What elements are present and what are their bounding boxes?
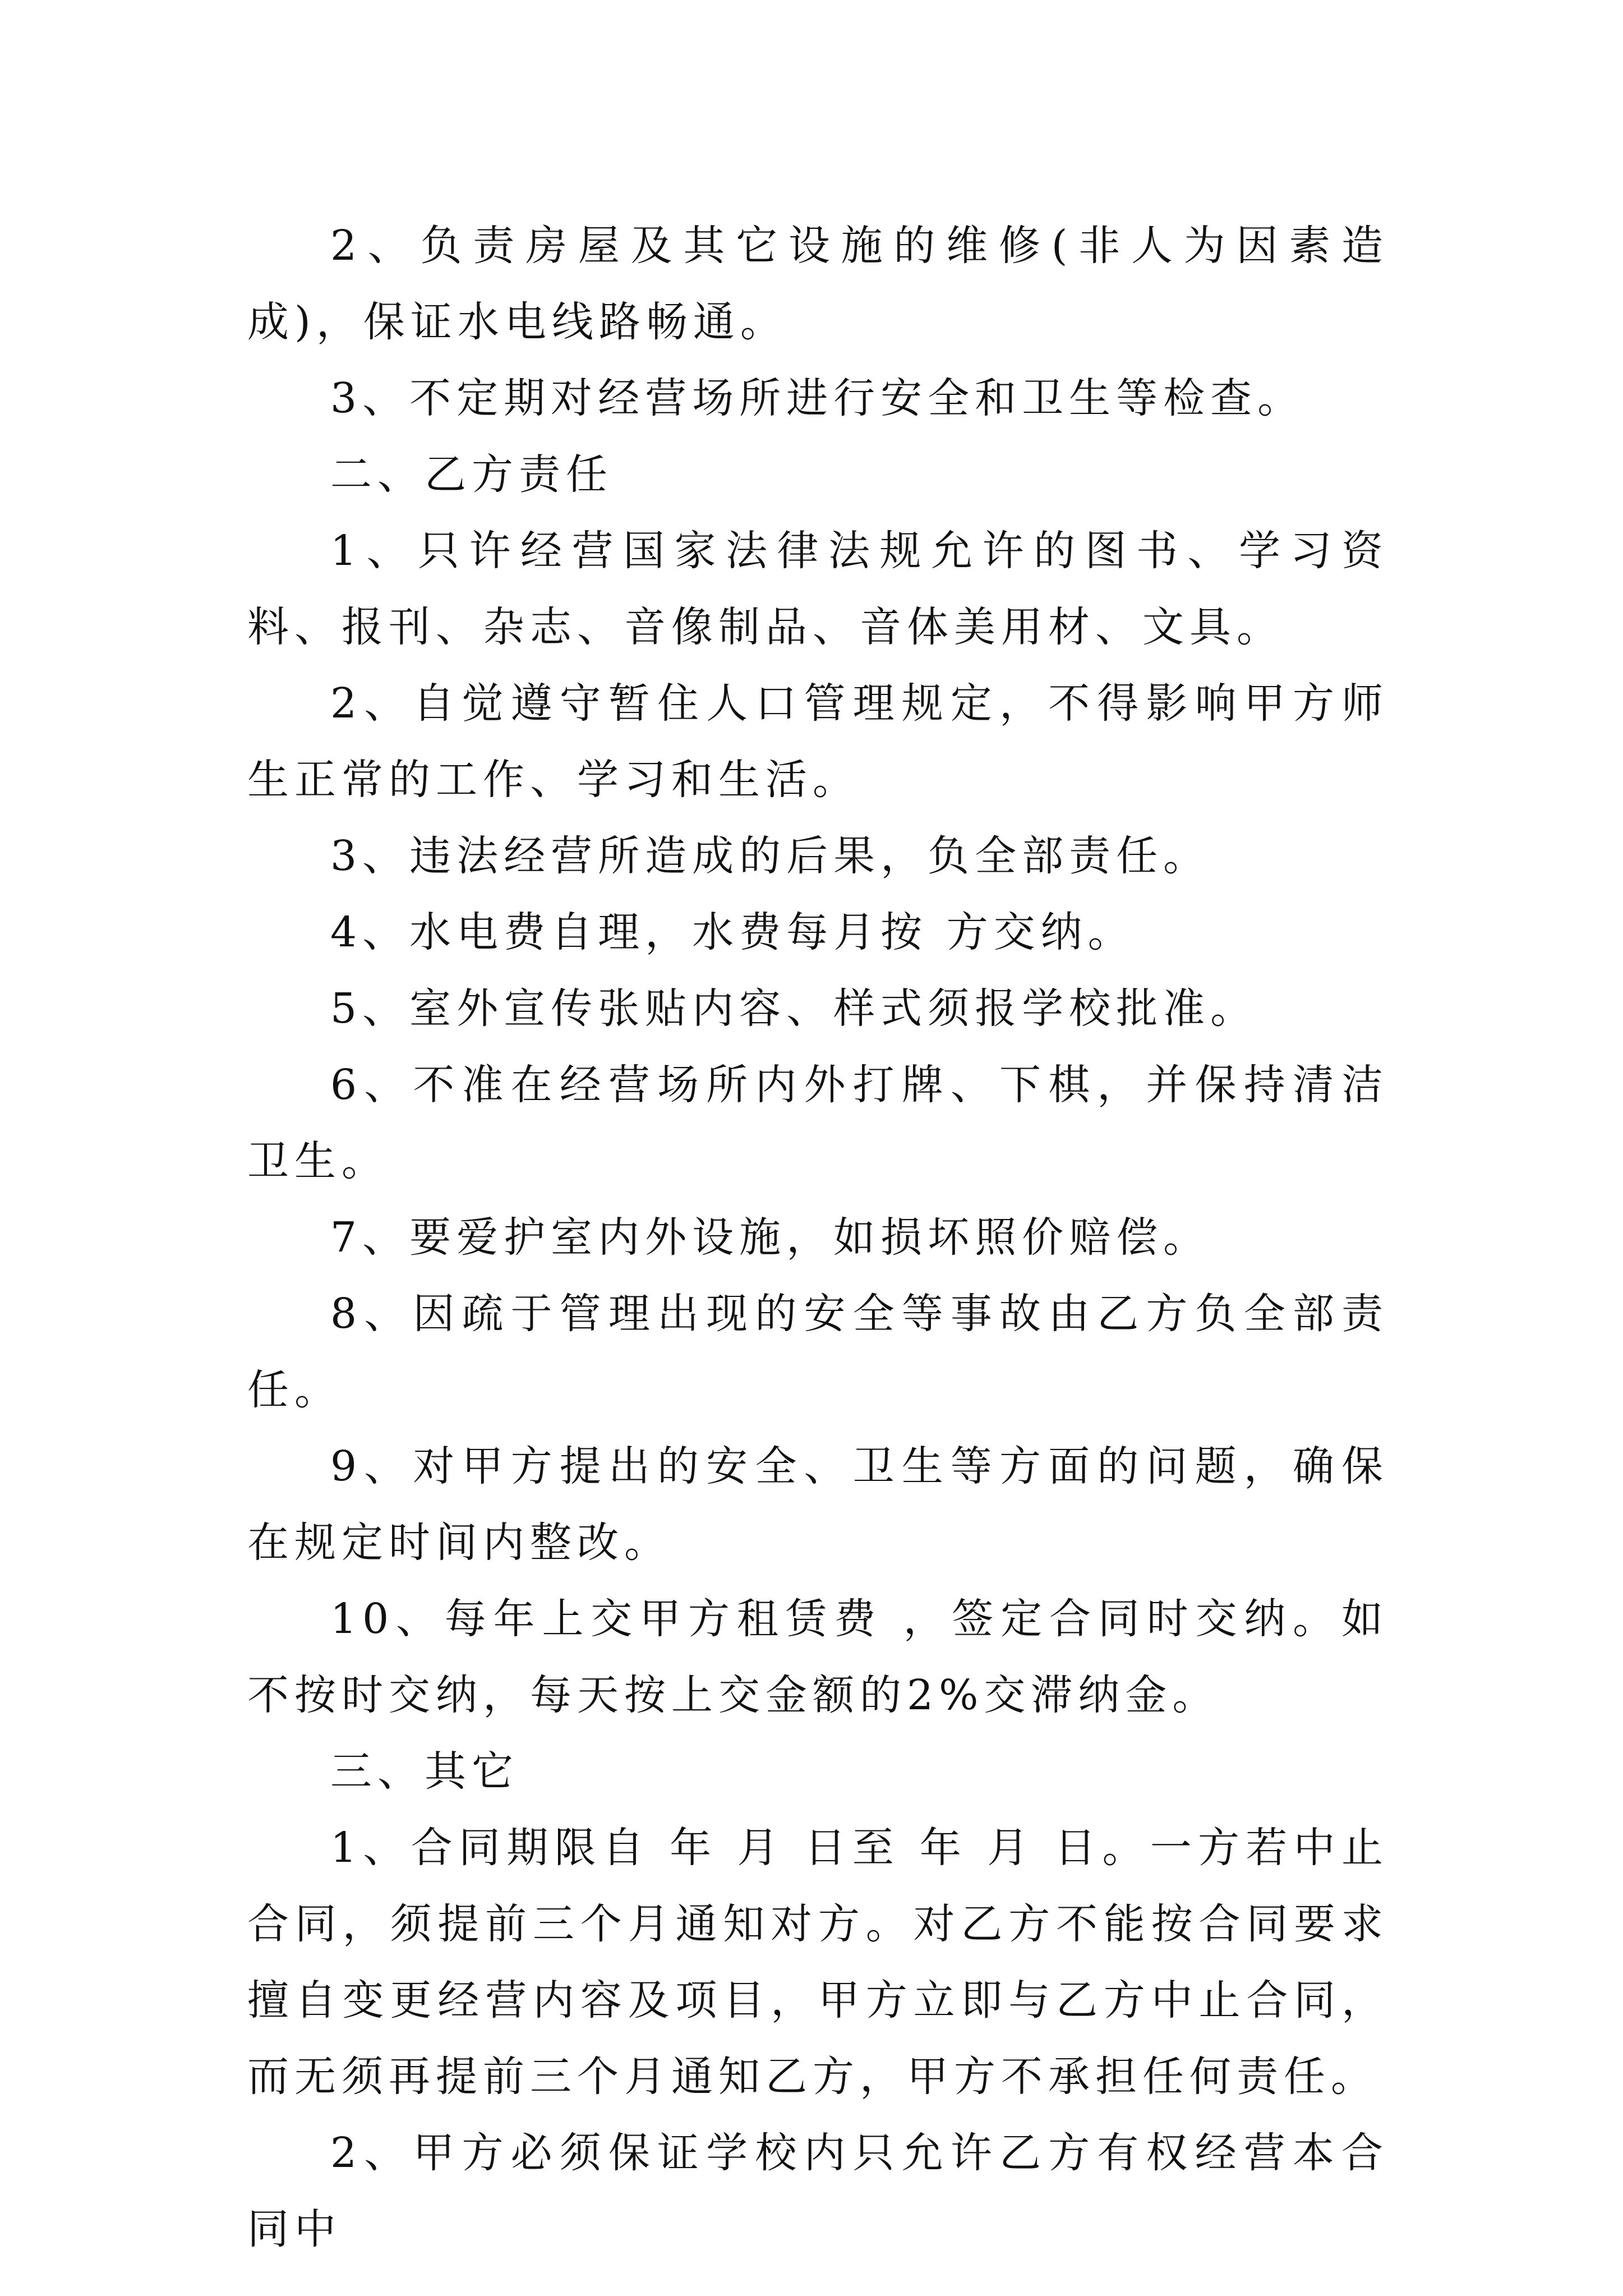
paragraph-10: 7、要爱护室内外设施，如损坏照价赔偿。 <box>330 1213 1211 1262</box>
paragraph-2: 3、不定期对经营场所进行安全和卫生等检查。 <box>330 374 1305 422</box>
paragraph-15: 1、合同期限自 年 月 日至 年 月 日。一方若中止合同，须提前三个月通知对方。对乙方不能按合同要求擅自变更经营内容及项目，甲方立即与乙方中止合同，而无须再提前三个月通知乙方，甲方不承担任何责任。 <box>247 1824 1389 2101</box>
document-body <box>247 208 1389 2267</box>
paragraph-4: 1、只许经营国家法律法规允许的图书、学习资料、报刊、杂志、音像制品、音体美用材、文具。 <box>247 527 1389 651</box>
paragraph-9: 6、不准在经营场所内外打牌、下棋，并保持清洁卫生。 <box>247 1061 1389 1185</box>
paragraph-12: 9、对甲方提出的安全、卫生等方面的问题，确保在规定时间内整改。 <box>247 1442 1389 1567</box>
paragraph-16: 2、甲方必须保证学校内只允许乙方有权经营本合同中 <box>247 2129 1389 2253</box>
paragraph-11: 8、因疏于管理出现的安全等事故由乙方负全部责任。 <box>247 1290 1389 1414</box>
section-heading-other: 三、其它 <box>330 1747 519 1796</box>
paragraph-6: 3、违法经营所造成的后果，负全部责任。 <box>330 832 1211 880</box>
paragraph-13: 10、每年上交甲方租赁费 ，签定合同时交纳。如不按时交纳，每天按上交金额的2%交滞纳金。 <box>247 1595 1389 1719</box>
paragraph-7: 4、水电费自理，水费每月按 方交纳。 <box>330 908 1135 956</box>
paragraph-5: 2、自觉遵守暂住人口管理规定，不得影响甲方师生正常的工作、学习和生活。 <box>247 679 1389 804</box>
paragraph-1: 2、负责房屋及其它设施的维修(非人为因素造成)，保证水电线路畅通。 <box>247 222 1389 346</box>
section-heading-party-b-responsibilities: 二、乙方责任 <box>330 450 613 499</box>
paragraph-8: 5、室外宣传张贴内容、样式须报学校批准。 <box>330 984 1258 1033</box>
